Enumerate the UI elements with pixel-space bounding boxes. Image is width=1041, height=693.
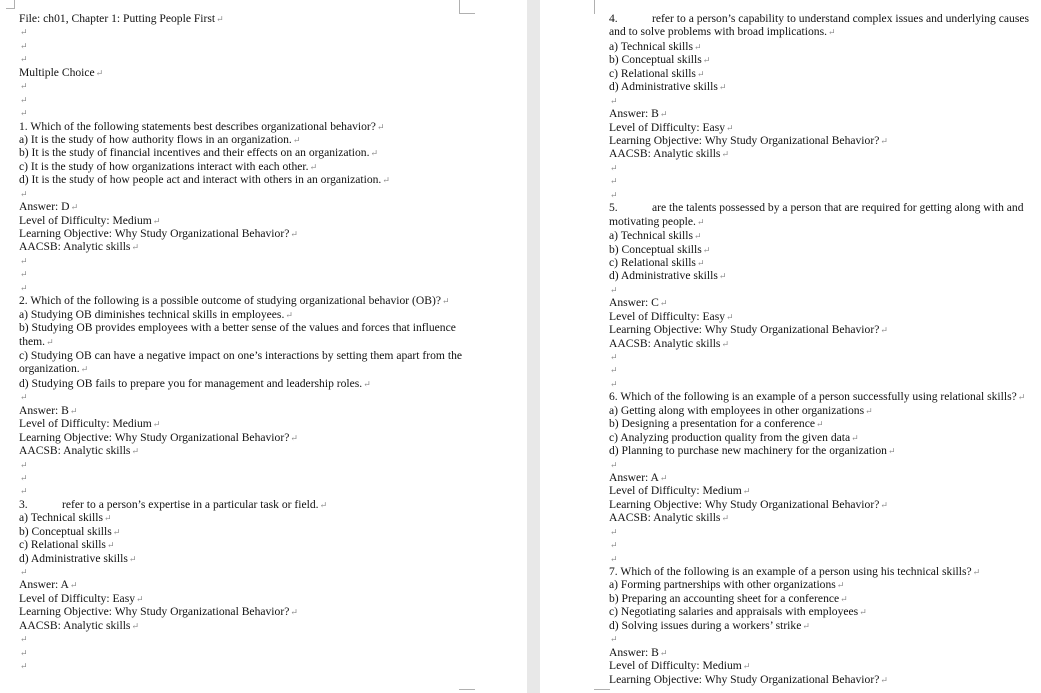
paragraph-mark-icon: ↵ bbox=[610, 365, 618, 376]
paragraph-mark-icon: ↵ bbox=[702, 55, 711, 66]
question-text: 6. Which of the following is an example of a person successfully using relational skills? bbox=[609, 390, 1017, 404]
answer-option: c) It is the study of how organizations interact with each other. bbox=[19, 159, 309, 173]
paragraph-mark-icon: ↵ bbox=[696, 216, 705, 227]
answer-option: a) Getting along with employees in other organizations bbox=[609, 403, 865, 417]
answer-option: b) Studying OB provides employees with a better sense of the values and forces that influence them. bbox=[19, 321, 456, 348]
answer-option: d) Planning to purchase new machinery for the organization bbox=[609, 444, 887, 458]
answer-option: d) Administrative skills bbox=[19, 551, 128, 565]
crop-mark bbox=[594, 689, 610, 690]
answer-option: b) Conceptual skills bbox=[19, 524, 112, 538]
question-text: 2. Which of the following is a possible outcome of studying organizational behavior (OB)? bbox=[19, 294, 442, 308]
paragraph-mark-icon: ↵ bbox=[370, 148, 379, 159]
difficulty-level: Level of Difficulty: Easy bbox=[609, 120, 726, 134]
answer-option: b) Conceptual skills bbox=[609, 242, 702, 256]
paragraph-mark-icon: ↵ bbox=[363, 378, 371, 389]
paragraph-mark-icon: ↵ bbox=[840, 593, 848, 604]
paragraph-mark-icon: ↵ bbox=[20, 108, 28, 119]
paragraph-mark-icon: ↵ bbox=[290, 432, 298, 443]
paragraph-mark-icon: ↵ bbox=[216, 14, 224, 24]
answer-key: Answer: B bbox=[609, 107, 659, 121]
answer-option: c) Negotiating salaries and appraisals with employees bbox=[609, 605, 859, 619]
learning-objective: Learning Objective: Why Study Organizational Behavior? bbox=[19, 430, 290, 444]
paragraph-mark-icon: ↵ bbox=[376, 121, 385, 132]
paragraph-mark-icon: ↵ bbox=[880, 674, 888, 685]
paragraph-mark-icon: ↵ bbox=[20, 188, 28, 199]
paragraph-mark-icon: ↵ bbox=[69, 405, 78, 416]
paragraph-mark-icon: ↵ bbox=[290, 607, 298, 618]
paragraph-mark-icon: ↵ bbox=[880, 325, 888, 336]
question-text: 7. Which of the following is an example of a person using his technical skills? bbox=[609, 565, 972, 578]
paragraph-mark-icon: ↵ bbox=[726, 122, 734, 133]
paragraph-mark-icon: ↵ bbox=[816, 419, 824, 430]
answer-option: b) Preparing an accounting sheet for a conference bbox=[609, 591, 840, 605]
difficulty-level: Level of Difficulty: Medium bbox=[19, 213, 152, 227]
paragraph-mark-icon: ↵ bbox=[20, 486, 28, 497]
paragraph-mark-icon: ↵ bbox=[836, 580, 845, 591]
paragraph-mark-icon: ↵ bbox=[610, 95, 618, 106]
paragraph-mark-icon: ↵ bbox=[285, 309, 293, 320]
learning-objective: Learning Objective: Why Study Organizational Behavior? bbox=[19, 227, 290, 240]
question-text: 1. Which of the following statements best describes organizational behavior? bbox=[19, 119, 376, 133]
paragraph-mark-icon: ↵ bbox=[152, 215, 161, 226]
paragraph-mark-icon: ↵ bbox=[610, 634, 618, 645]
page-text[interactable] bbox=[19, 12, 464, 673]
paragraph-mark-icon: ↵ bbox=[610, 176, 618, 187]
answer-key: Answer: B bbox=[609, 645, 659, 659]
answer-key: Answer: A bbox=[609, 470, 659, 484]
paragraph-mark-icon: ↵ bbox=[103, 513, 112, 524]
paragraph-mark-icon: ↵ bbox=[718, 82, 727, 93]
paragraph-mark-icon: ↵ bbox=[972, 567, 981, 577]
document-page-right[interactable] bbox=[540, 0, 1041, 693]
paragraph-mark-icon: ↵ bbox=[128, 553, 137, 564]
difficulty-level: Level of Difficulty: Easy bbox=[19, 591, 136, 605]
answer-option: c) Relational skills bbox=[609, 66, 696, 80]
answer-key: Answer: D bbox=[19, 200, 70, 214]
question-text: refer to a person’s capability to understand complex issues and underlying causes and to solve problems with broad implications. bbox=[609, 12, 1030, 39]
paragraph-mark-icon: ↵ bbox=[693, 231, 702, 242]
page-gutter bbox=[527, 0, 540, 693]
question-text: refer to a person’s expertise in a particular task or field. bbox=[62, 497, 319, 511]
paragraph-mark-icon: ↵ bbox=[290, 229, 298, 239]
paragraph-mark-icon: ↵ bbox=[80, 364, 89, 375]
paragraph-mark-icon: ↵ bbox=[610, 540, 618, 551]
paragraph-mark-icon: ↵ bbox=[131, 620, 139, 631]
paragraph-mark-icon: ↵ bbox=[610, 189, 618, 200]
difficulty-level: Level of Difficulty: Easy bbox=[609, 309, 726, 323]
paragraph-mark-icon: ↵ bbox=[20, 392, 28, 403]
paragraph-mark-icon: ↵ bbox=[20, 567, 28, 577]
aacsb-tag: AACSB: Analytic skills bbox=[19, 444, 131, 458]
paragraph-mark-icon: ↵ bbox=[292, 134, 301, 145]
answer-key: Answer: B bbox=[19, 403, 69, 417]
learning-objective: Learning Objective: Why Study Organizational Behavior? bbox=[609, 323, 880, 337]
paragraph-mark-icon: ↵ bbox=[693, 41, 702, 52]
answer-option: a) It is the study of how authority flows in an organization. bbox=[19, 132, 292, 146]
answer-option: d) Studying OB fails to prepare you for management and leadership roles. bbox=[19, 376, 363, 390]
paragraph-mark-icon: ↵ bbox=[721, 149, 729, 160]
paragraph-mark-icon: ↵ bbox=[70, 202, 79, 213]
paragraph-mark-icon: ↵ bbox=[610, 526, 618, 537]
paragraph-mark-icon: ↵ bbox=[69, 580, 78, 591]
answer-option: d) Administrative skills bbox=[609, 269, 718, 283]
answer-option: d) Solving issues during a workers’ strike bbox=[609, 618, 802, 632]
answer-option: b) Designing a presentation for a conference bbox=[609, 417, 816, 431]
crop-mark bbox=[6, 8, 15, 9]
learning-objective: Learning Objective: Why Study Organizational Behavior? bbox=[609, 672, 880, 686]
paragraph-mark-icon: ↵ bbox=[742, 486, 751, 497]
answer-option: c) Relational skills bbox=[19, 538, 106, 552]
paragraph-mark-icon: ↵ bbox=[20, 472, 28, 483]
learning-objective: Learning Objective: Why Study Organizational Behavior? bbox=[609, 497, 880, 511]
paragraph-mark-icon: ↵ bbox=[131, 242, 139, 253]
answer-option: a) Technical skills bbox=[609, 229, 693, 243]
paragraph-mark-icon: ↵ bbox=[20, 282, 28, 293]
paragraph-mark-icon: ↵ bbox=[136, 593, 144, 604]
paragraph-mark-icon: ↵ bbox=[696, 257, 705, 268]
difficulty-level: Level of Difficulty: Medium bbox=[609, 659, 742, 673]
paragraph-mark-icon: ↵ bbox=[95, 67, 104, 78]
paragraph-mark-icon: ↵ bbox=[382, 175, 390, 186]
paragraph-mark-icon: ↵ bbox=[718, 271, 727, 282]
paragraph-mark-icon: ↵ bbox=[20, 661, 28, 672]
paragraph-mark-icon: ↵ bbox=[610, 162, 618, 173]
paragraph-mark-icon: ↵ bbox=[659, 298, 668, 309]
paragraph-mark-icon: ↵ bbox=[721, 338, 729, 349]
answer-option: d) It is the study of how people act and interact with others in an organization. bbox=[19, 173, 382, 187]
paragraph-mark-icon: ↵ bbox=[152, 419, 161, 430]
paragraph-mark-icon: ↵ bbox=[20, 40, 28, 51]
paragraph-mark-icon: ↵ bbox=[131, 446, 139, 457]
learning-objective: Learning Objective: Why Study Organizational Behavior? bbox=[19, 605, 290, 619]
paragraph-mark-icon: ↵ bbox=[721, 513, 729, 524]
paragraph-mark-icon: ↵ bbox=[20, 27, 28, 38]
paragraph-mark-icon: ↵ bbox=[887, 446, 896, 457]
paragraph-mark-icon: ↵ bbox=[828, 27, 836, 38]
answer-option: c) Analyzing production quality from the given data bbox=[609, 430, 851, 444]
answer-option: b) It is the study of financial incentives and their effects on an organization. bbox=[19, 146, 370, 160]
paragraph-mark-icon: ↵ bbox=[865, 405, 873, 416]
answer-option: a) Technical skills bbox=[609, 39, 693, 53]
question-text: are the talents possessed by a person that are required for getting along with and motivating people. bbox=[609, 201, 1024, 228]
paragraph-mark-icon: ↵ bbox=[20, 647, 28, 658]
paragraph-mark-icon: ↵ bbox=[851, 432, 859, 443]
paragraph-mark-icon: ↵ bbox=[106, 540, 115, 551]
paragraph-mark-icon: ↵ bbox=[20, 81, 28, 92]
paragraph-mark-icon: ↵ bbox=[802, 620, 810, 631]
paragraph-mark-icon: ↵ bbox=[610, 378, 618, 389]
paragraph-mark-icon: ↵ bbox=[659, 647, 668, 658]
aacsb-tag: AACSB: Analytic skills bbox=[19, 240, 131, 254]
page-text[interactable] bbox=[609, 12, 1034, 686]
aacsb-tag: AACSB: Analytic skills bbox=[19, 618, 131, 632]
difficulty-level: Level of Difficulty: Medium bbox=[19, 417, 152, 431]
section-title: Multiple Choice bbox=[19, 65, 95, 79]
paragraph-mark-icon: ↵ bbox=[20, 255, 28, 266]
difficulty-level: Level of Difficulty: Medium bbox=[609, 484, 742, 498]
paragraph-mark-icon: ↵ bbox=[20, 634, 28, 645]
answer-key: Answer: C bbox=[609, 296, 659, 310]
paragraph-mark-icon: ↵ bbox=[20, 459, 28, 470]
answer-option: a) Forming partnerships with other organizations bbox=[609, 578, 836, 592]
crop-mark bbox=[594, 0, 595, 14]
paragraph-mark-icon: ↵ bbox=[319, 499, 328, 510]
paragraph-mark-icon: ↵ bbox=[726, 311, 734, 322]
file-header: File: ch01, Chapter 1: Putting People First bbox=[19, 12, 216, 25]
paragraph-mark-icon: ↵ bbox=[859, 607, 867, 618]
paragraph-mark-icon: ↵ bbox=[659, 109, 668, 120]
paragraph-mark-icon: ↵ bbox=[659, 472, 668, 483]
answer-option: c) Studying OB can have a negative impact on one’s interactions by setting them apart from the organization. bbox=[19, 348, 463, 376]
paragraph-mark-icon: ↵ bbox=[112, 526, 121, 537]
paragraph-mark-icon: ↵ bbox=[880, 499, 888, 510]
paragraph-mark-icon: ↵ bbox=[610, 284, 618, 295]
question-number: 4. bbox=[609, 12, 618, 25]
paragraph-mark-icon: ↵ bbox=[309, 161, 318, 172]
answer-key: Answer: A bbox=[19, 578, 69, 592]
paragraph-mark-icon: ↵ bbox=[880, 135, 888, 146]
paragraph-mark-icon: ↵ bbox=[742, 661, 751, 672]
paragraph-mark-icon: ↵ bbox=[702, 244, 711, 255]
learning-objective: Learning Objective: Why Study Organizational Behavior? bbox=[609, 133, 880, 147]
answer-option: b) Conceptual skills bbox=[609, 53, 702, 67]
question-number: 3. bbox=[19, 497, 28, 511]
aacsb-tag: AACSB: Analytic skills bbox=[609, 511, 721, 525]
paragraph-mark-icon: ↵ bbox=[610, 553, 618, 564]
aacsb-tag: AACSB: Analytic skills bbox=[609, 147, 721, 161]
paragraph-mark-icon: ↵ bbox=[610, 459, 618, 470]
crop-mark bbox=[459, 689, 475, 690]
question-number: 5. bbox=[609, 201, 618, 215]
paragraph-mark-icon: ↵ bbox=[696, 68, 705, 79]
paragraph-mark-icon: ↵ bbox=[20, 269, 28, 280]
paragraph-mark-icon: ↵ bbox=[46, 336, 54, 347]
answer-option: c) Relational skills bbox=[609, 255, 696, 269]
paragraph-mark-icon: ↵ bbox=[442, 296, 450, 307]
aacsb-tag: AACSB: Analytic skills bbox=[609, 336, 721, 350]
answer-option: a) Studying OB diminishes technical skills in employees. bbox=[19, 307, 285, 321]
answer-option: d) Administrative skills bbox=[609, 80, 718, 94]
answer-option: a) Technical skills bbox=[19, 511, 103, 525]
paragraph-mark-icon: ↵ bbox=[1017, 392, 1026, 403]
paragraph-mark-icon: ↵ bbox=[20, 54, 28, 65]
paragraph-mark-icon: ↵ bbox=[20, 94, 28, 105]
paragraph-mark-icon: ↵ bbox=[610, 352, 618, 362]
